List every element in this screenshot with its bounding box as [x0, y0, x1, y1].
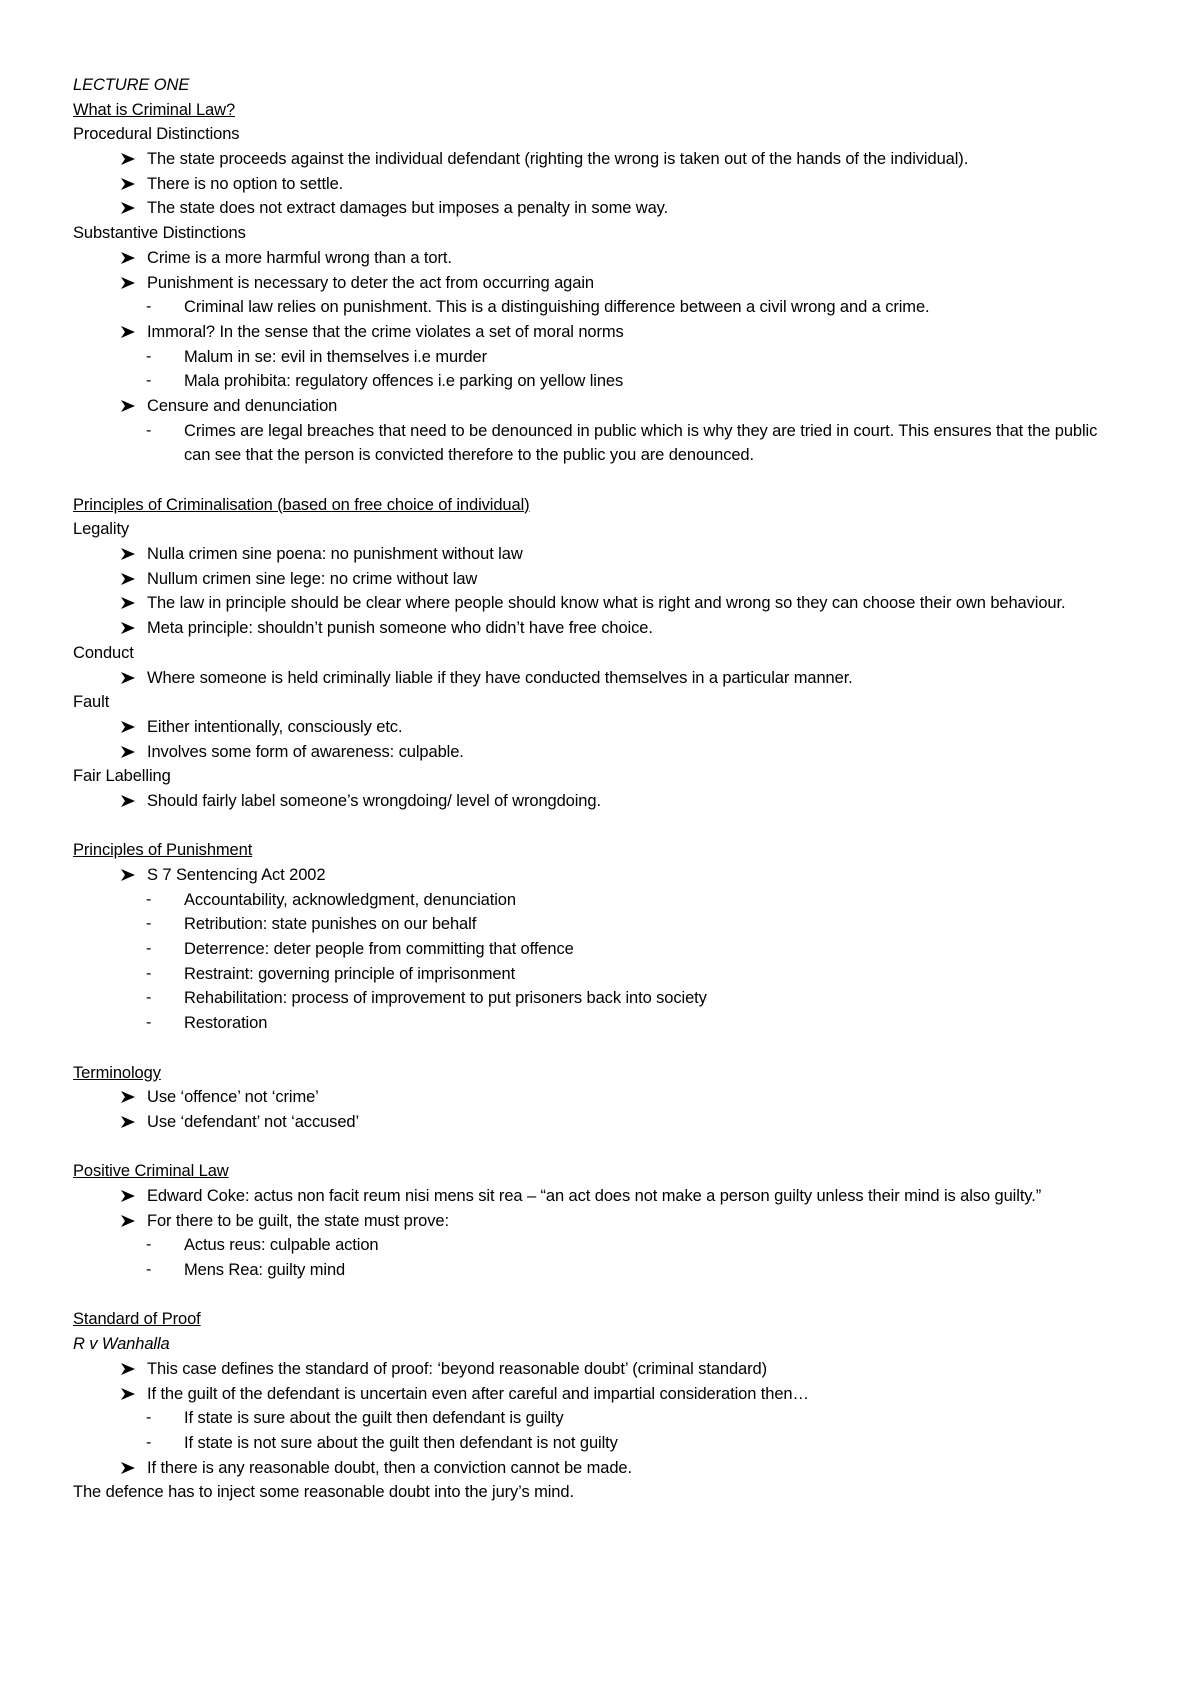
legality-heading: Legality	[73, 520, 130, 539]
arrow-bullet-icon	[73, 172, 147, 190]
terminology-heading: Terminology	[73, 1063, 161, 1082]
criminalisation-heading: Principles of Criminalisation (based on free choice of individual)	[73, 495, 530, 514]
sub-bullet-item: - Mens Rea: guilty mind	[73, 1258, 1133, 1283]
dash-bullet: -	[146, 940, 152, 958]
bullet-item: Censure and denunciation	[73, 394, 1133, 419]
dash-bullet: -	[146, 1409, 152, 1427]
standard-of-proof-heading: Standard of Proof	[73, 1310, 201, 1329]
fault-heading: Fault	[73, 693, 110, 712]
bullet-item: This case defines the standard of proof: ‘beyond reasonable doubt’ (criminal standard)	[73, 1357, 1133, 1382]
sub-bullet-item: - Restoration	[73, 1011, 1133, 1036]
sub-bullet-item: - Actus reus: culpable action	[73, 1233, 1133, 1258]
arrow-bullet-icon	[73, 715, 147, 733]
blank-line	[73, 814, 1133, 839]
document-page	[73, 73, 1133, 1505]
dash-bullet: -	[146, 347, 152, 365]
arrow-bullet-icon	[73, 1357, 147, 1375]
blank-line	[73, 468, 1133, 493]
punishment-heading: Principles of Punishment	[73, 841, 253, 860]
fair-labelling-heading: Fair Labelling	[73, 767, 171, 786]
bullet-item: The state proceeds against the individual defendant (righting the wrong is taken out of the hands of the individual).	[73, 147, 1133, 172]
arrow-bullet-icon	[73, 789, 147, 807]
bullet-item: Where someone is held criminally liable if they have conducted themselves in a particular manner.	[73, 666, 1133, 691]
arrow-bullet-icon	[73, 394, 147, 412]
doc-title: What is Criminal Law?	[73, 100, 236, 119]
bullet-item: The state does not extract damages but imposes a penalty in some way.	[73, 196, 1133, 221]
dash-bullet: -	[146, 1236, 152, 1254]
bullet-item: S 7 Sentencing Act 2002	[73, 863, 1133, 888]
bullet-item: Crime is a more harmful wrong than a tort.	[73, 246, 1133, 271]
arrow-bullet-icon	[73, 1382, 147, 1400]
arrow-bullet-icon	[73, 1184, 147, 1202]
bullet-item: Use ‘defendant’ not ‘accused’	[73, 1110, 1133, 1135]
dash-bullet: -	[146, 989, 152, 1007]
procedural-heading: Procedural Distinctions	[73, 125, 240, 144]
arrow-bullet-icon	[73, 616, 147, 634]
arrow-bullet-icon	[73, 666, 147, 684]
dash-bullet: -	[146, 1433, 152, 1451]
arrow-bullet-icon	[73, 1110, 147, 1128]
bullet-item: Nulla crimen sine poena: no punishment without law	[73, 542, 1133, 567]
closing-sentence: The defence has to inject some reasonable doubt into the jury’s mind.	[73, 1483, 574, 1502]
sub-bullet-item: - Accountability, acknowledgment, denunciation	[73, 888, 1133, 913]
bullet-item: Edward Coke: actus non facit reum nisi mens sit rea – “an act does not make a person guilty unless their mind is also guilty.”	[73, 1184, 1133, 1209]
arrow-bullet-icon	[73, 567, 147, 585]
bullet-item: Immoral? In the sense that the crime violates a set of moral norms	[73, 320, 1133, 345]
sub-bullet-item: - Deterrence: deter people from committing that offence	[73, 937, 1133, 962]
positive-law-heading: Positive Criminal Law	[73, 1162, 229, 1181]
sub-bullet-item: - Rehabilitation: process of improvement to put prisoners back into society	[73, 986, 1133, 1011]
arrow-bullet-icon	[73, 1209, 147, 1227]
bullet-item: Punishment is necessary to deter the act from occurring again	[73, 271, 1133, 296]
bullet-item: If there is any reasonable doubt, then a conviction cannot be made.	[73, 1456, 1133, 1481]
sub-bullet-item: - Retribution: state punishes on our behalf	[73, 912, 1133, 937]
case-name: R v Wanhalla	[73, 1335, 170, 1354]
arrow-bullet-icon	[73, 1085, 147, 1103]
lecture-label: LECTURE ONE	[73, 76, 190, 94]
sub-bullet-item: - Criminal law relies on punishment. This is a distinguishing difference between a civil wrong and a crime.	[73, 295, 1133, 320]
sub-bullet-item: - Mala prohibita: regulatory offences i.e parking on yellow lines	[73, 369, 1133, 394]
sub-bullet-item: - Malum in se: evil in themselves i.e murder	[73, 345, 1133, 370]
bullet-item: Either intentionally, consciously etc.	[73, 715, 1133, 740]
arrow-bullet-icon	[73, 196, 147, 214]
arrow-bullet-icon	[73, 542, 147, 560]
bullet-item: Involves some form of awareness: culpable.	[73, 740, 1133, 765]
blank-line	[73, 1135, 1133, 1160]
bullet-item: Use ‘offence’ not ‘crime’	[73, 1085, 1133, 1110]
arrow-bullet-icon	[73, 591, 147, 609]
dash-bullet: -	[146, 890, 152, 908]
sub-bullet-item: - If state is sure about the guilt then defendant is guilty	[73, 1406, 1133, 1431]
sub-bullet-item: - Restraint: governing principle of imprisonment	[73, 962, 1133, 987]
bullet-item: The law in principle should be clear where people should know what is right and wrong so they can choose their own behaviour.	[73, 591, 1133, 616]
bullet-item: If the guilt of the defendant is uncertain even after careful and impartial consideration then…	[73, 1382, 1133, 1407]
blank-line	[73, 1036, 1133, 1061]
arrow-bullet-icon	[73, 740, 147, 758]
bullet-item: For there to be guilt, the state must prove:	[73, 1209, 1133, 1234]
dash-bullet: -	[146, 915, 152, 933]
sub-bullet-item: - Crimes are legal breaches that need to be denounced in public which is why they are tried in court. This ensures that the public can see that the person is convicted therefore to the public you are denounced.	[73, 419, 1133, 468]
dash-bullet: -	[146, 372, 152, 390]
dash-bullet: -	[146, 421, 152, 439]
arrow-bullet-icon	[73, 1456, 147, 1474]
blank-line	[73, 1283, 1133, 1308]
bullet-item: Nullum crimen sine lege: no crime without law	[73, 567, 1133, 592]
conduct-heading: Conduct	[73, 643, 134, 662]
bullet-item: Meta principle: shouldn’t punish someone who didn’t have free choice.	[73, 616, 1133, 641]
arrow-bullet-icon	[73, 246, 147, 264]
sub-bullet-item: - If state is not sure about the guilt then defendant is not guilty	[73, 1431, 1133, 1456]
bullet-item: Should fairly label someone’s wrongdoing/ level of wrongdoing.	[73, 789, 1133, 814]
dash-bullet: -	[146, 964, 152, 982]
bullet-item: There is no option to settle.	[73, 172, 1133, 197]
substantive-heading: Substantive Distinctions	[73, 224, 246, 243]
dash-bullet: -	[146, 298, 152, 316]
arrow-bullet-icon	[73, 863, 147, 881]
dash-bullet: -	[146, 1014, 152, 1032]
arrow-bullet-icon	[73, 147, 147, 165]
arrow-bullet-icon	[73, 320, 147, 338]
arrow-bullet-icon	[73, 271, 147, 289]
dash-bullet: -	[146, 1261, 152, 1279]
